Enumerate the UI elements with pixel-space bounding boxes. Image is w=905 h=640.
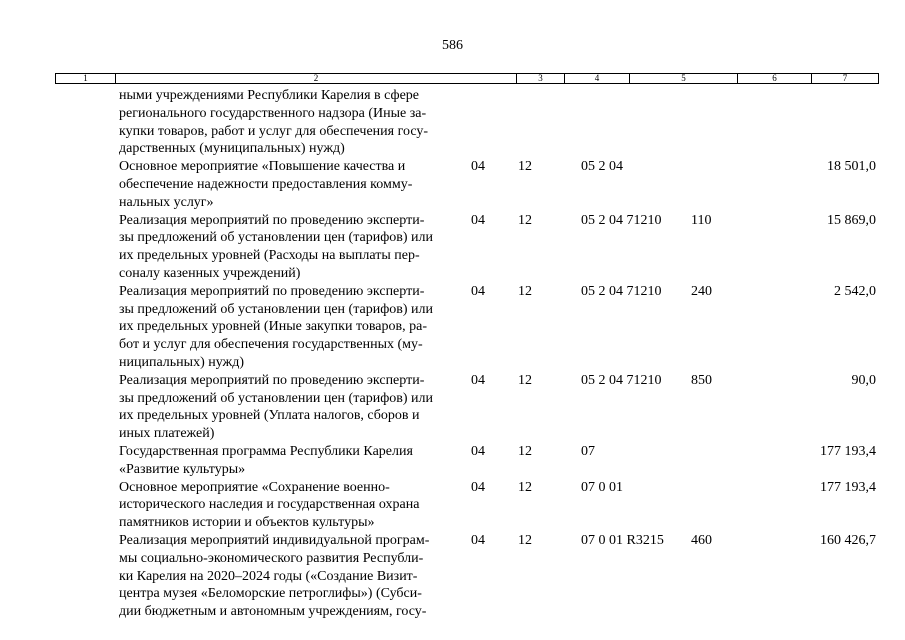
target-article-code: 05 2 04 71210: [581, 283, 662, 299]
description-line: «Развитие культуры»: [119, 461, 246, 477]
section-code: 04: [471, 444, 485, 459]
section-code: 04: [471, 533, 485, 548]
description-line: их предельных уровней (Расходы на выплаты пер-: [119, 248, 420, 264]
target-article-code: 07: [581, 444, 595, 459]
description-line: зы предложений об установлении цен (тарифов) или: [119, 301, 434, 317]
description-line: Реализация мероприятий по проведению эксперти-: [119, 372, 425, 388]
description-line: купки товаров, работ и услуг для обеспечения госу-: [119, 123, 429, 139]
description-line: дарственных (муниципальных) нужд): [119, 141, 345, 157]
amount: 177 193,4: [820, 444, 876, 459]
target-article-code: 07 0 01 R3215: [581, 533, 664, 548]
target-article-code: 05 2 04: [581, 159, 623, 175]
description-line: регионального государственного надзора (Иные за-: [119, 105, 427, 121]
description-line: Основное мероприятие «Сохранение военно-: [119, 479, 390, 495]
description-line: Реализация мероприятий по проведению эксперти-: [119, 283, 425, 299]
description-line: Государственная программа Республики Карелия: [119, 444, 413, 459]
description-line: иных платежей): [119, 426, 215, 442]
description-line: зы предложений об установлении цен (тарифов) или: [119, 230, 434, 246]
description-line: мы социально-экономического развития Республи-: [119, 550, 424, 566]
table-row: [0, 372, 905, 443]
subsection-code: 12: [518, 372, 532, 388]
amount: 177 193,4: [820, 479, 876, 495]
amount: 2 542,0: [834, 283, 876, 299]
subsection-code: 12: [518, 159, 532, 175]
description-line: их предельных уровней (Уплата налогов, сборов и: [119, 408, 420, 424]
subsection-code: 12: [518, 533, 532, 548]
table-row: [0, 532, 905, 621]
header-col-7: 7: [842, 73, 848, 83]
section-code: 04: [471, 159, 485, 175]
header-col-1: 1: [56, 74, 116, 83]
description-line: их предельных уровней (Иные закупки товаров, ра-: [119, 319, 428, 335]
description-line: бот и услуг для обеспечения государственных (му-: [119, 337, 423, 353]
table-row: [0, 87, 905, 158]
description-line: Реализация мероприятий индивидуальной програм-: [119, 533, 430, 548]
description-line: ки Карелия на 2020–2024 годы («Создание Визит-: [119, 568, 418, 584]
description-line: обеспечение надежности предоставления комму-: [119, 176, 413, 192]
description-line: соналу казенных учреждений): [119, 265, 301, 281]
table-row: [0, 158, 905, 211]
header-col-4: 4: [565, 74, 630, 83]
section-code: 04: [471, 372, 485, 388]
amount: 160 426,7: [820, 533, 876, 548]
expense-type-code: 460: [691, 533, 712, 548]
target-article-code: 07 0 01: [581, 479, 623, 495]
section-code: 04: [471, 212, 485, 228]
description-line: центра музея «Беломорские петроглифы») (Субси-: [119, 586, 422, 602]
description-line: памятников истории и объектов культуры»: [119, 515, 375, 531]
subsection-code: 12: [518, 212, 532, 228]
amount: 15 869,0: [827, 212, 876, 228]
page-number: 586: [442, 38, 463, 53]
description-line: ными учреждениями Республики Карелия в сфере: [119, 88, 420, 103]
expense-type-code: 240: [691, 283, 712, 299]
description-line: дии бюджетным и автономным учреждениям, госу-: [119, 604, 427, 620]
header-col-3: 3: [517, 74, 565, 83]
description-line: зы предложений об установлении цен (тарифов) или: [119, 390, 434, 406]
table-row: [0, 443, 905, 479]
row-description: [119, 283, 463, 372]
table-header-row: [55, 73, 879, 84]
section-code: 04: [471, 283, 485, 299]
section-code: 04: [471, 479, 485, 495]
table-row: [0, 212, 905, 283]
row-description: [119, 479, 463, 532]
description-line: ниципальных) нужд): [119, 354, 244, 370]
row-description: [119, 372, 463, 443]
subsection-code: 12: [518, 444, 532, 459]
header-col-6: 6: [738, 74, 812, 83]
expense-type-code: 110: [691, 212, 712, 228]
description-line: Реализация мероприятий по проведению эксперти-: [119, 212, 425, 228]
row-description: [119, 87, 463, 158]
description-line: Основное мероприятие «Повышение качества и: [119, 159, 406, 175]
row-description: [119, 212, 463, 283]
subsection-code: 12: [518, 479, 532, 495]
target-article-code: 05 2 04 71210: [581, 212, 662, 228]
row-description: [119, 443, 463, 479]
row-description: [119, 158, 463, 211]
header-col-2: 2: [116, 74, 517, 83]
amount: 90,0: [851, 372, 876, 388]
subsection-code: 12: [518, 283, 532, 299]
expense-type-code: 850: [691, 372, 712, 388]
description-line: нальных услуг»: [119, 194, 214, 210]
amount: 18 501,0: [827, 159, 876, 175]
row-description: [119, 532, 463, 621]
description-line: исторического наследия и государственная охрана: [119, 497, 420, 513]
target-article-code: 05 2 04 71210: [581, 372, 662, 388]
table-row: [0, 283, 905, 372]
header-col-5: 5: [630, 74, 738, 83]
table-row: [0, 479, 905, 532]
